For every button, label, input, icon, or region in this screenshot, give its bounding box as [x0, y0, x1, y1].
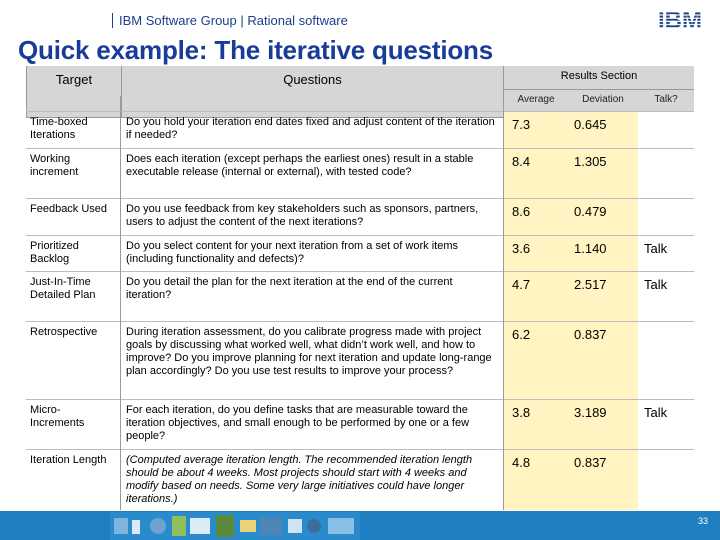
footer-bar: [0, 511, 720, 540]
results-header-label: Results Section: [560, 70, 638, 82]
target-cell: Iteration Length: [30, 454, 107, 466]
target-cell: Working increment: [30, 153, 79, 178]
group-label-text: IBM Software Group | Rational software: [119, 13, 348, 28]
average-cell: 3.8: [504, 400, 568, 449]
target-cell: Just-In-Time Detailed Plan: [30, 276, 96, 301]
table-row: [26, 198, 694, 235]
question-cell: During iteration assessment, do you calibrate progress made with project goals by discussing what worked well, what didn’t work well, and how to improve? Do you improve planning for next iteration and update long-range plan accordingly? Do you use test results to improve your process?: [126, 326, 492, 377]
deviation-cell: 0.479: [568, 199, 638, 235]
ibm-logo-text: IBM: [658, 7, 702, 32]
question-cell: Does each iteration (except perhaps the earliest ones) result in a stable executable release (internal or external), with tested code?: [126, 153, 474, 178]
average-cell: 3.6: [504, 236, 568, 271]
average-cell: 7.3: [504, 112, 568, 148]
talk-cell: [638, 149, 694, 198]
talk-cell: Talk: [638, 272, 694, 321]
target-cell: Feedback Used: [30, 203, 108, 215]
talk-cell: Talk: [638, 236, 694, 271]
talk-cell: [638, 112, 694, 148]
question-cell: Do you detail the plan for the next iteration at the end of the current iteration?: [126, 276, 453, 301]
separator: [112, 13, 113, 28]
target-cell: Prioritized Backlog: [30, 240, 79, 265]
target-header-label: Target: [55, 72, 93, 87]
deviation-cell: 1.305: [568, 149, 638, 198]
average-header-label: Average: [517, 94, 555, 105]
average-cell: 6.2: [504, 322, 568, 399]
talk-cell: [638, 322, 694, 399]
column-divider: [503, 96, 504, 510]
slide-title: Quick example: The iterative questions: [18, 35, 493, 65]
group-label: [112, 13, 348, 28]
deviation-cell: 0.837: [568, 322, 638, 399]
table-row: [26, 111, 694, 148]
deviation-cell: 3.189: [568, 400, 638, 449]
talk-cell: [638, 450, 694, 510]
target-cell: Micro-Increments: [30, 404, 85, 429]
table-row: [26, 399, 694, 449]
decorative-image-strip: [110, 512, 360, 540]
iteration-questions-table: [26, 66, 694, 510]
talk-header-label: Talk?: [654, 94, 678, 105]
questions-header-label: Questions: [283, 72, 342, 87]
question-cell: Do you hold your iteration end dates fixed and adjust content of the iteration if needed?: [126, 116, 495, 141]
table-row: [26, 148, 694, 198]
table-row: [26, 235, 694, 271]
page-number: 33: [697, 516, 708, 526]
deviation-cell: 0.645: [568, 112, 638, 148]
average-cell: 4.8: [504, 450, 568, 510]
table-row: [26, 321, 694, 399]
deviation-header-label: Deviation: [582, 94, 624, 105]
column-divider: [120, 96, 121, 510]
target-cell: Retrospective: [30, 326, 98, 338]
question-cell: Do you select content for your next iteration from a set of work items (including functionality and defects)?: [126, 240, 458, 265]
talk-cell: Talk: [638, 400, 694, 449]
table-row: [26, 271, 694, 321]
talk-cell: [638, 199, 694, 235]
question-cell: For each iteration, do you define tasks that are measurable toward the iteration objectives, and small enough to be performed by one or a few people?: [126, 404, 470, 442]
table-row: [26, 449, 694, 510]
question-cell: Do you use feedback from key stakeholders such as sponsors, partners, users to adjust the content of the next iterations?: [126, 203, 479, 228]
top-bar: [0, 0, 720, 34]
average-cell: 8.4: [504, 149, 568, 198]
average-cell: 8.6: [504, 199, 568, 235]
target-cell: Time-boxed Iterations: [30, 116, 88, 141]
question-cell: (Computed average iteration length. The recommended iteration length should be about 4 weeks. Most projects should start with 4 weeks and modify based on needs. Some very large initiatives could have longer iterations.): [126, 454, 473, 505]
ibm-logo: [652, 6, 708, 32]
results-header: [504, 66, 694, 90]
deviation-cell: 2.517: [568, 272, 638, 321]
deviation-cell: 1.140: [568, 236, 638, 271]
deviation-cell: 0.837: [568, 450, 638, 510]
average-cell: 4.7: [504, 272, 568, 321]
